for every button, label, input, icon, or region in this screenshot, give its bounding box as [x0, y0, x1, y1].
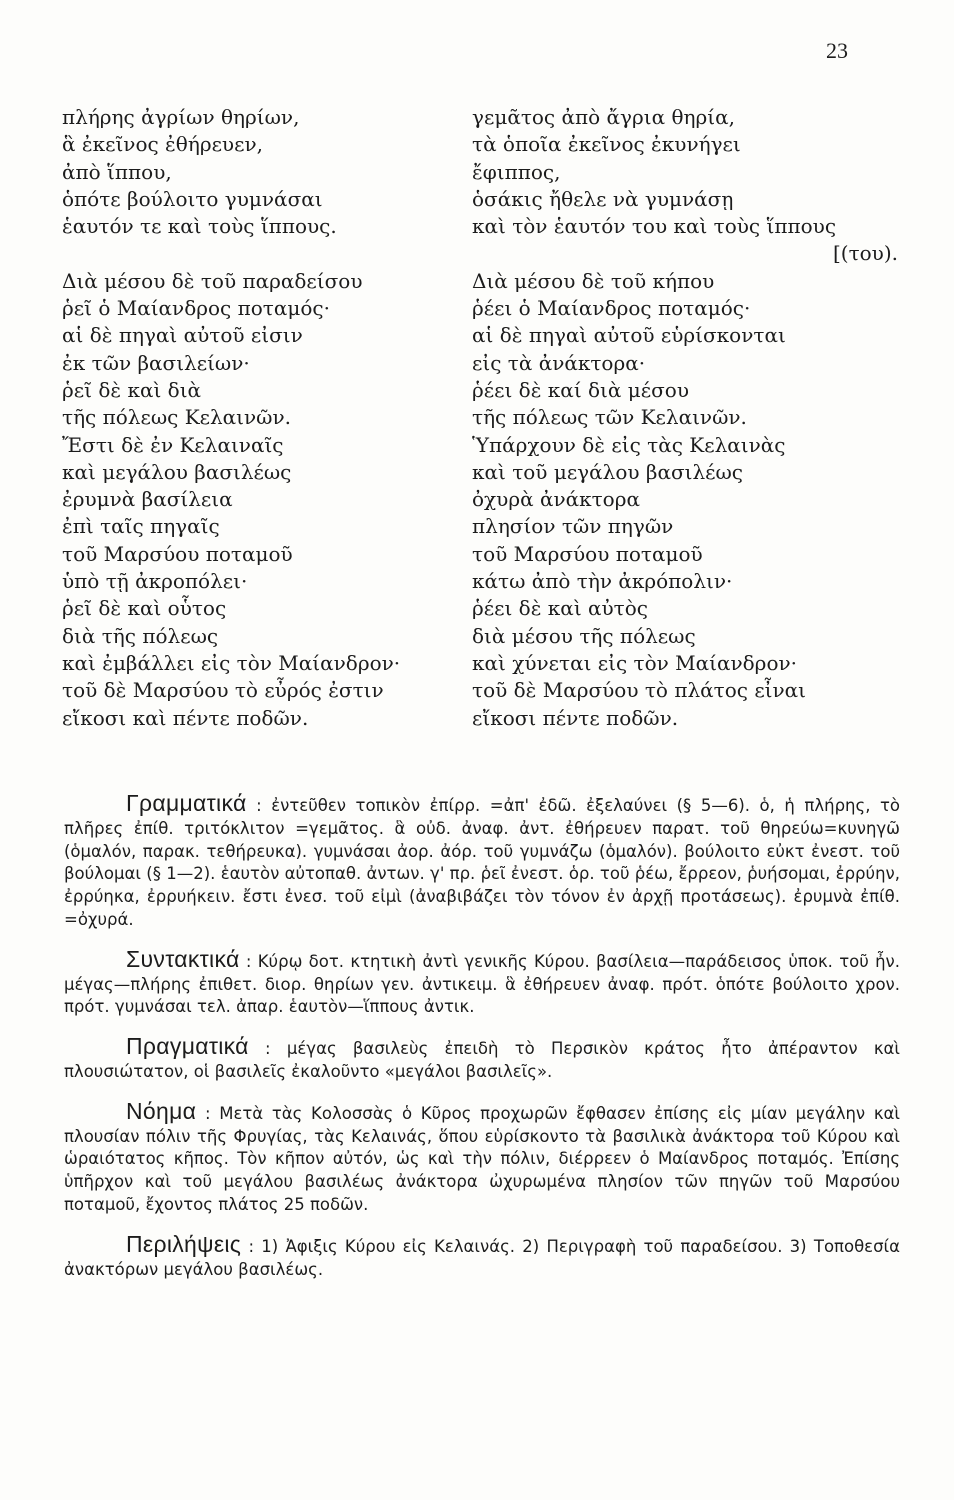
text-line: τὰ ὁποῖα ἐκεῖνος ἐκυνήγει [472, 132, 741, 157]
text-line: τοῦ δὲ Μαρσύου τὸ πλάτος εἶναι [472, 678, 807, 703]
text-line: καὶ ἐμβάλλει εἰς τὸν Μαίανδρον· [62, 650, 401, 675]
blank-line [62, 240, 462, 267]
text-line: ἀπὸ ἵππου, [62, 159, 172, 184]
meaning-notes: Νόημα : Μετὰ τὰς Κολοσσὰς ὁ Κῦρος προχωρῶν ἔφθασεν ἐπίσης εἰς μίαν μεγάλην καὶ πλουσίαν πόλιν τῆς Φρυγίας, τὰς Κελαινάς, ὅπου εὑρίσκοντο τὰ βασιλικὰ ἀνάκτορα τοῦ Κύρου καὶ ὡραιότατος κῆπος. Τὸν κῆπον αὐτόν, ὡς καὶ τὴν πόλιν, διέρρεεν ὁ Μαίανδρος ποταμός. Ἐπίσης ὑπῆρχον καὶ τοῦ μεγάλου βασιλέως ἀνάκτορα ὠχυρωμένα πλησίον τῶν πηγῶν τοῦ Μαρσύου ποταμοῦ, ἔχοντος πλάτος 25 ποδῶν. [64, 1097, 901, 1214]
text-line: ὀχυρὰ ἀνάκτορα [472, 487, 640, 512]
text-line: Διὰ μέσου δὲ τοῦ παραδείσου [62, 268, 363, 293]
text-line: τῆς πόλεως Κελαινῶν. [62, 405, 292, 430]
text-line: ἐρυμνὰ βασίλεια [62, 487, 233, 512]
text-line: ῥέει δὲ καί διὰ μέσου [472, 377, 689, 402]
text-line: αἱ δὲ πηγαὶ αὐτοῦ εἰσιν [62, 323, 303, 348]
grammar-notes: Γραμματικά : ἐντεῦθεν τοπικὸν ἐπίρρ. =ἀπ' ἐδῶ. ἐξελαύνει (§ 5—6). ὁ, ἡ πλήρης, τὸ πλῆρες ἐπίθ. τριτόκλιτον =γεμᾶτος. ἃ οὐδ. ἀναφ. ἀντ. ἐθήρευεν παρατ. τοῦ θηρεύω=κυνηγῶ (ὁμαλόν, παρακ. τεθήρευκα). γυμνάσαι ἀορ. ἀόρ. τοῦ γυμνάζω (ὁμαλόν). βούλοιτο εὐκτ ἐνεστ. τοῦ βούλομαι (§ 1—2). ἑαυτὸν αὐτοπαθ. ἀντων. γ' πρ. ῥεῖ ἐνεστ. ὁρ. τοῦ ῥέω, ἔρρεον, ῥυήσομαι, ἐρρύην, ἐρρύηκα, ἐρρυήκειν. ἔστι ἐνεσ. τοῦ εἰμὶ (ἀναβιβάζει τὸν τόνον ἐν ἀρχῇ προτάσεως). ἐρυμνὰ ἐπίθ. =ὀχυρά. [64, 790, 901, 929]
text-line: ὑπὸ τῇ ἀκροπόλει· [62, 569, 248, 594]
text-line: ἔφιππος, [472, 159, 561, 184]
original-text-column [62, 104, 462, 732]
text-line: καὶ τοῦ μεγάλου βασιλέως [472, 459, 743, 484]
text-line: ὁπότε βούλοιτο γυμνάσαι [62, 186, 323, 211]
meaning-heading: Νόημα [126, 1097, 197, 1124]
text-line: πλησίον τῶν πηγῶν [472, 514, 674, 539]
text-line: τῆς πόλεως τῶν Κελαινῶν. [472, 405, 747, 430]
text-line: καὶ τὸν ἑαυτόν του καὶ τοὺς ἵππους [472, 214, 837, 239]
text-line: Ἔστι δὲ ἐν Κελαιναῖς [62, 432, 284, 457]
text-line: καὶ χύνεται εἰς τὸν Μαίανδρον· [472, 650, 797, 675]
text-line: εἴκοσι καὶ πέντε ποδῶν. [62, 705, 309, 730]
text-line: αἱ δὲ πηγαὶ αὐτοῦ εὑρίσκονται [472, 323, 786, 348]
translation-text-column [472, 104, 912, 732]
factual-heading: Πραγματικά [126, 1033, 249, 1060]
text-line: εἴκοσι πέντε ποδῶν. [472, 705, 679, 730]
grammar-heading: Γραμματικά [126, 790, 247, 816]
summary-text: 1) Ἀφιξις Κύρου εἰς Κελαινάς. 2) Περιγραφὴ τοῦ παραδείσου. 3) Τοποθεσία ἀνακτόρων μεγάλου βασιλέως. [64, 1236, 900, 1279]
factual-text: μέγας βασιλεὺς ἐπειδὴ τὸ Περσικὸν κράτος ἦτο ἀπέραντον καὶ πλουσιώτατον, οἱ βασιλεῖς ἐκαλοῦντο «μεγάλοι βασιλεῖς». [64, 1039, 901, 1081]
text-line: ὁσάκις ἤθελε νὰ γυμνάσῃ [472, 186, 734, 211]
text-line: ἃ ἐκεῖνος ἐθήρευεν, [62, 132, 263, 157]
text-line: τοῦ Μαρσύου ποταμοῦ [472, 541, 703, 566]
grammar-text: ἐντεῦθεν τοπικὸν ἐπίρρ. =ἀπ' ἐδῶ. ἐξελαύνει (§ 5—6). ὁ, ἡ πλήρης, τὸ πλῆρες ἐπίθ. τριτόκλιτον =γεμᾶτος. ἃ οὐδ. ἀναφ. ἀντ. ἐθήρευεν παρατ. τοῦ θηρεύω=κυνηγῶ (ὁμαλόν, παρακ. τεθήρευκα). γυμνάσαι ἀορ. ἀόρ. τοῦ γυμνάζω (ὁμαλόν). βούλοιτο εὐκτ ἐνεστ. τοῦ βούλομαι (§ 1—2). ἑαυτὸν αὐτοπαθ. ἀντων. γ' πρ. ῥεῖ ἐνεστ. ὁρ. τοῦ ῥέω, ἔρρεον, ῥυήσομαι, ἐρρύην, ἐρρύηκα, ἐρρυήκειν. ἔστι ἐνεσ. τοῦ εἰμὶ (ἀναβιβάζει τὸν τόνον ἐν ἀρχῇ προτάσεως). ἐρυμνὰ ἐπίθ. =ὀχυρά. [64, 796, 901, 929]
text-line: κάτω ἀπὸ τὴν ἀκρόπολιν· [472, 569, 733, 594]
page-number: 23 [826, 38, 848, 63]
text-line: ἐπὶ ταῖς πηγαῖς [62, 514, 220, 539]
text-line: Διὰ μέσου δὲ τοῦ κήπου [472, 268, 715, 293]
text-line: ῥεῖ δὲ καὶ διὰ [62, 377, 202, 402]
text-line: ῥέει δὲ καὶ αὐτὸς [472, 596, 648, 621]
factual-notes: Πραγματικά : μέγας βασιλεὺς ἐπειδὴ τὸ Περσικὸν κράτος ἦτο ἀπέραντον καὶ πλουσιώτατον, οἱ βασιλεῖς ἐκαλοῦντο «μεγάλοι βασιλεῖς». [64, 1033, 901, 1081]
meaning-text: Μετὰ τὰς Κολοσσὰς ὁ Κῦρος προχωρῶν ἔφθασεν ἐπίσης εἰς μίαν μεγάλην καὶ πλουσίαν πόλιν τῆς Φρυγίας, τὰς Κελαινάς, ὅπου εὑρίσκοντο τὰ βασιλικὰ ἀνάκτορα τοῦ Κύρου καὶ ὡραιότατος κῆπος. Τὸν κῆπον αὐτόν, ὡς καὶ τὴν πόλιν, διέρρεεν ὁ Μαίανδρος ποταμός. Ἐπίσης ὑπῆρχον καὶ τοῦ μεγάλου βασιλέως ἀνάκτορα ὠχυρωμένα πλησίον τῶν πηγῶν τοῦ Μαρσύου ποταμοῦ, ἔχοντος πλάτος 25 ποδῶν. [64, 1103, 901, 1214]
syntax-text: Κύρῳ δοτ. κτητικὴ ἀντὶ γενικῆς Κύρου. βασίλεια—παράδεισος ὑποκ. τοῦ ἦν. μέγας—πλήρης ἐπιθετ. διορ. θηρίων γεν. ἀντικειμ. ἃ ἐθήρευεν ἀναφ. πρότ. ὁπότε βούλοιτο χρον. πρότ. γυμνάσαι τελ. ἀπαρ. ἑαυτὸν—ἵππους ἀντικ. [64, 951, 901, 1017]
text-line: διὰ τῆς πόλεως [62, 623, 219, 648]
text-line: Ὑπάρχουν δὲ εἰς τὰς Κελαινὰς [472, 432, 786, 457]
text-line: ἐκ τῶν βασιλείων· [62, 350, 250, 375]
text-line: τοῦ δὲ Μαρσύου τὸ εὖρός ἐστιν [62, 678, 384, 703]
text-line: γεμᾶτος ἀπὸ ἄγρια θηρία, [472, 105, 735, 129]
text-line: πλήρης ἀγρίων θηρίων, [62, 105, 300, 129]
text-line: ῥεῖ ὁ Μαίανδρος ποταμός· [62, 296, 330, 321]
text-line: ῥέει ὁ Μαίανδρος ποταμός· [472, 296, 751, 321]
syntax-notes: Συντακτικά : Κύρῳ δοτ. κτητικὴ ἀντὶ γενικῆς Κύρου. βασίλεια—παράδεισος ὑποκ. τοῦ ἦν. μέγας—πλήρης ἐπιθετ. διορ. θηρίων γεν. ἀντικειμ. ἃ ἐθήρευεν ἀναφ. πρότ. ὁπότε βούλοιτο χρον. πρότ. γυμνάσαι τελ. ἀπαρ. ἑαυτὸν—ἵππους ἀντικ. [64, 945, 901, 1017]
text-line: [(του). [832, 241, 898, 266]
syntax-heading: Συντακτικά [126, 945, 240, 972]
text-line: τοῦ Μαρσύου ποταμοῦ [62, 541, 293, 566]
text-line: ἑαυτόν τε καὶ τοὺς ἵππους. [62, 214, 337, 239]
summary-notes: Περιλήψεις : 1) Ἀφιξις Κύρου εἰς Κελαινάς. 2) Περιγραφὴ τοῦ παραδείσου. 3) Τοποθεσία ἀνακτόρων μεγάλου βασιλέως. [64, 1230, 900, 1279]
text-line: καὶ μεγάλου βασιλέως [62, 459, 292, 484]
summary-heading: Περιλήψεις [126, 1230, 242, 1257]
commentary-notes [64, 792, 900, 1297]
text-line: εἰς τὰ ἀνάκτορα· [472, 350, 646, 375]
text-line: διὰ μέσου τῆς πόλεως [472, 623, 696, 648]
text-line: ῥεῖ δὲ καὶ οὗτος [62, 596, 227, 621]
